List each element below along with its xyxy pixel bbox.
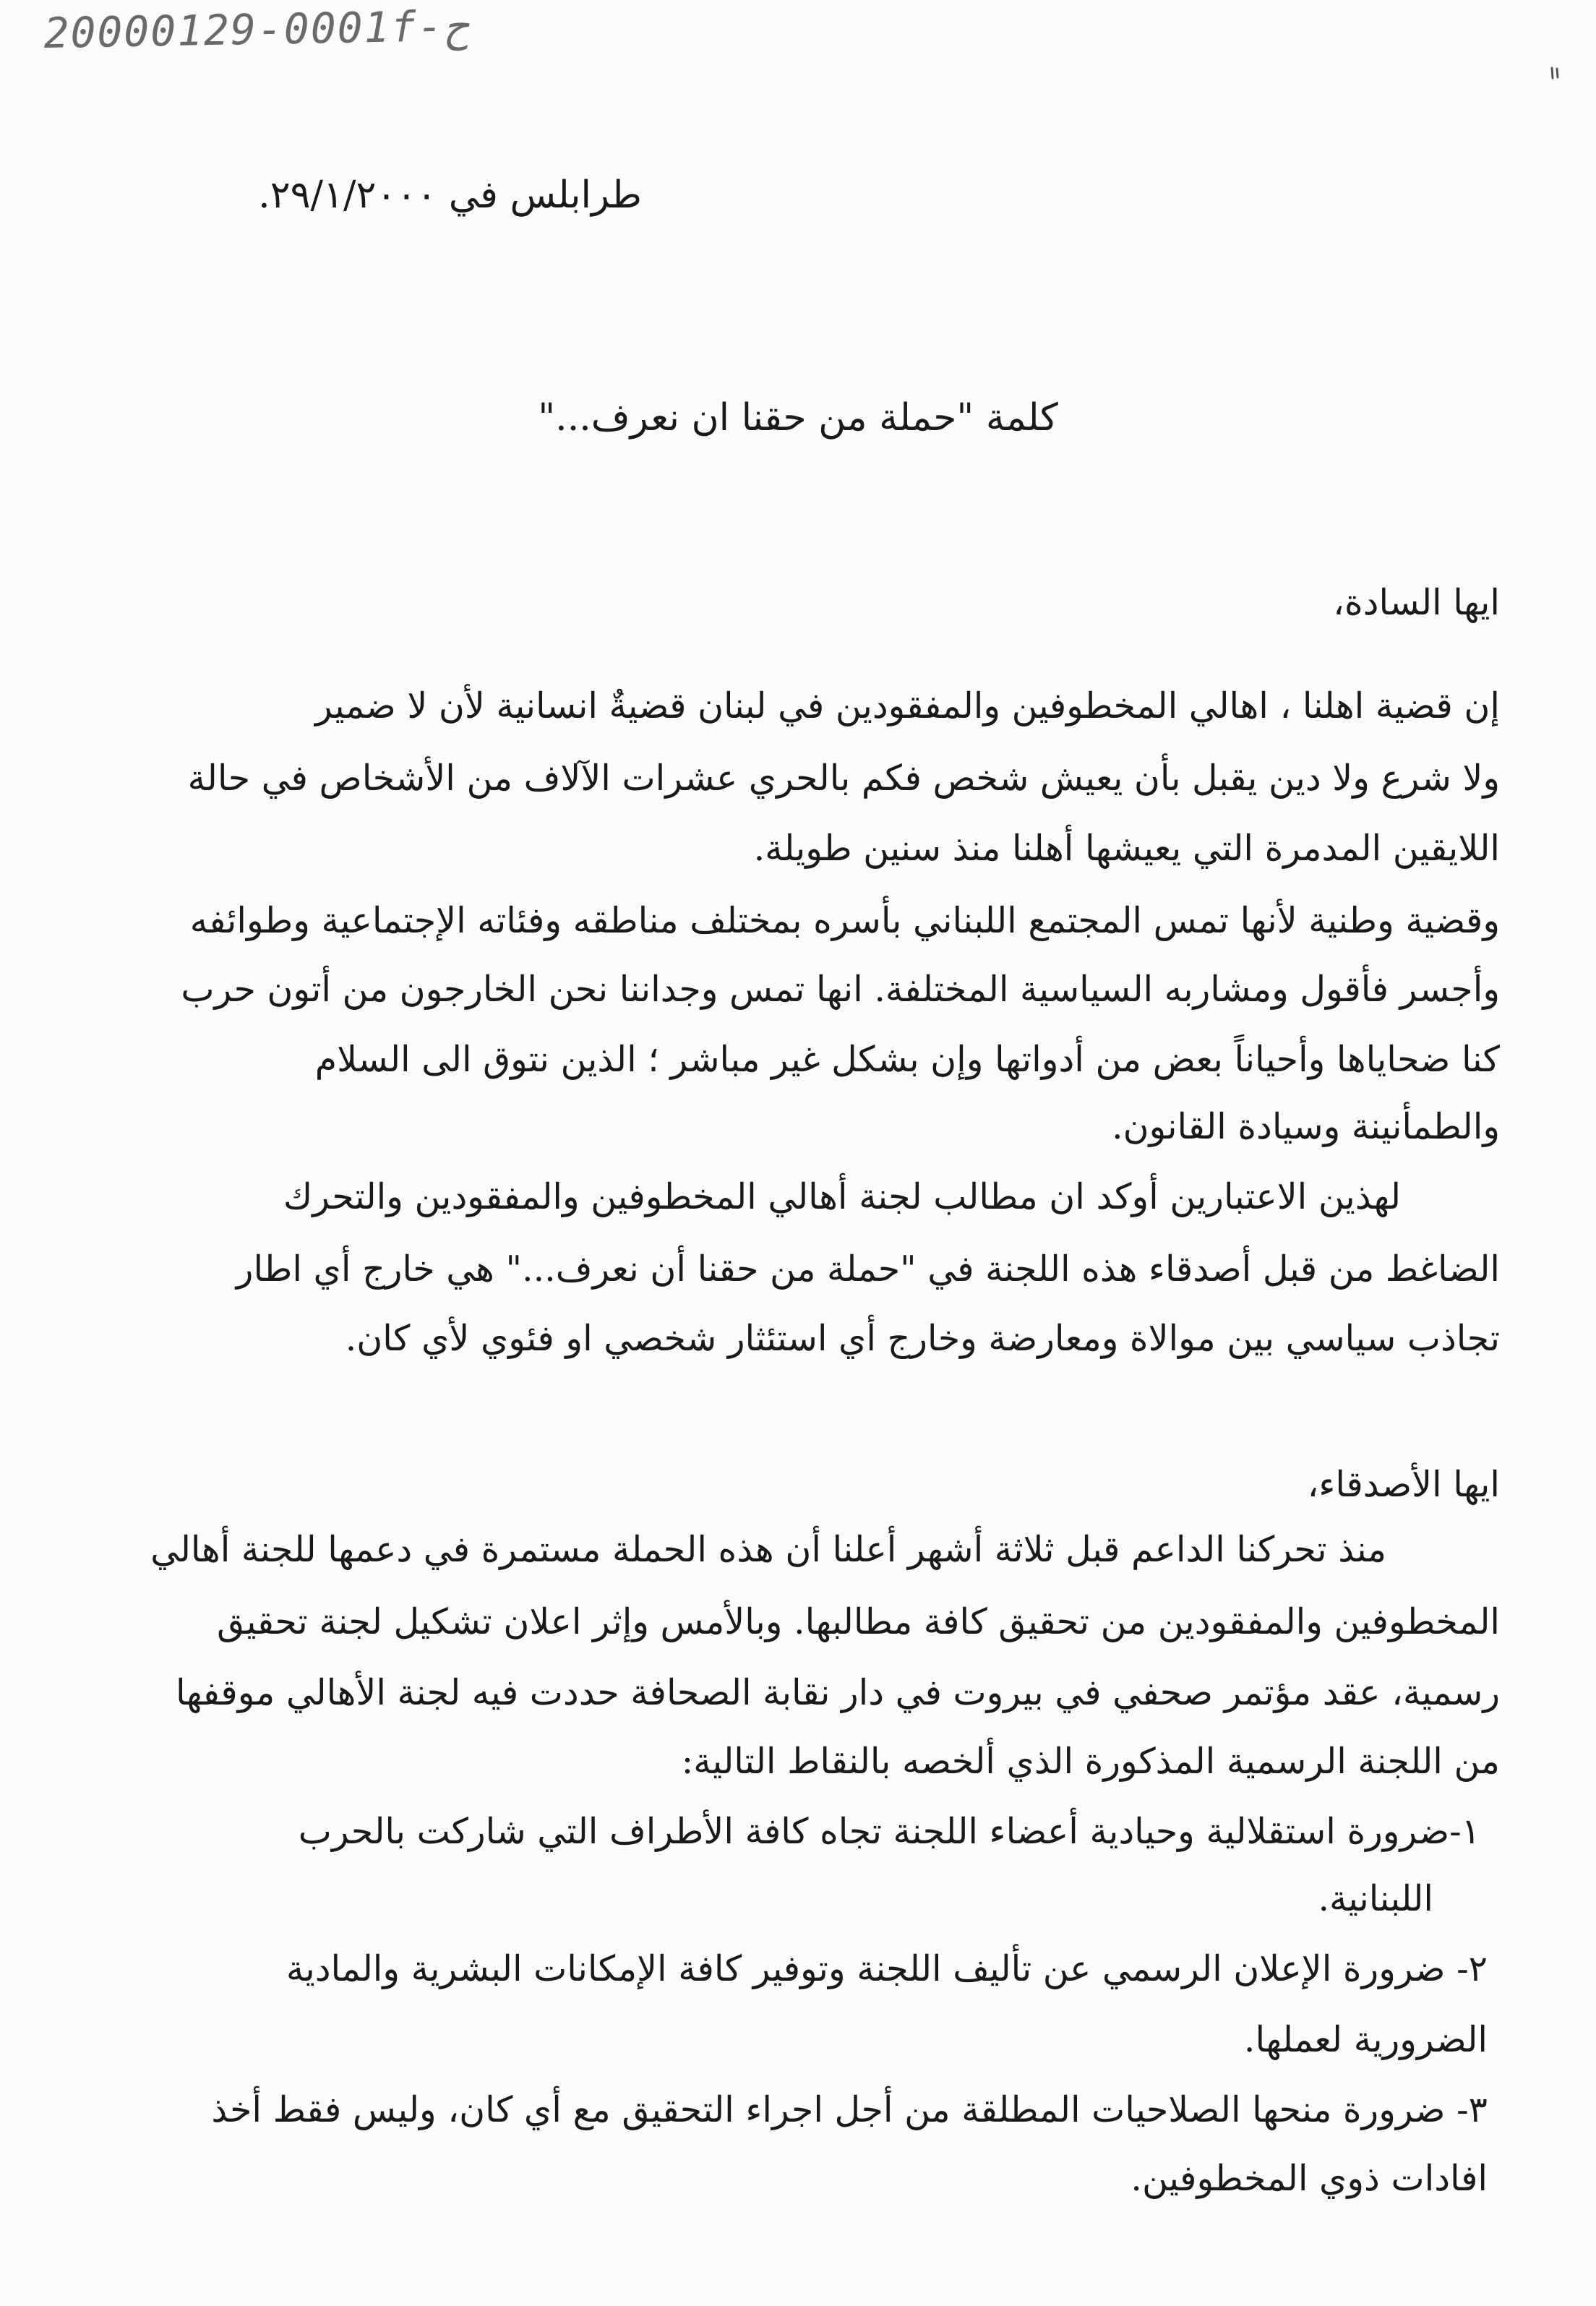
paragraph-line: كنا ضحاياها وأحياناً بعض من أدواتها وإن بشكل غير مباشر ؛ الذين نتوق الى السلام	[314, 1039, 1500, 1080]
pen-mark	[1550, 67, 1561, 80]
paragraph-line: لهذين الاعتبارين أوكد ان مطالب لجنة أهالي المخطوفين والمفقودين والتحرك	[283, 1176, 1401, 1217]
paragraph-line: تجاذب سياسي بين موالاة ومعارضة وخارج أي استئثار شخصي او فئوي لأي كان.	[345, 1318, 1500, 1359]
paragraph-line: المخطوفين والمفقودين من تحقيق كافة مطالبها. وبالأمس وإثر اعلان تشكيل لجنة تحقيق	[217, 1601, 1500, 1642]
paragraph-line: منذ تحركنا الداعم قبل ثلاثة أشهر أعلنا أن هذه الحملة مستمرة في دعمها للجنة أهالي	[150, 1529, 1386, 1570]
list-item: ٢- ضرورة الإعلان الرسمي عن تأليف اللجنة وتوفير كافة الإمكانات البشرية والمادية	[286, 1948, 1488, 1989]
paragraph-line: والطمأنينة وسيادة القانون.	[1112, 1106, 1500, 1147]
list-item-continuation: الضرورية لعملها.	[1243, 2019, 1488, 2060]
paragraph-line: رسمية، عقد مؤتمر صحفي في بيروت في دار نقابة الصحافة حددت فيه لجنة الأهالي موقفها	[175, 1672, 1500, 1713]
salutation-friends: ايها الأصدقاء،	[1307, 1464, 1500, 1505]
paragraph-line: إن قضية اهلنا ، اهالي المخطوفين والمفقودين في لبنان قضيةٌ انسانية لأن لا ضمير	[315, 685, 1500, 726]
paragraph-line: ولا شرع ولا دين يقبل بأن يعيش شخص فكم بالحري عشرات الآلاف من الأشخاص في حالة	[187, 758, 1500, 799]
salutation-gentlemen: ايها السادة،	[1333, 582, 1500, 623]
page-title: كلمة "حملة من حقنا ان نعرف..."	[538, 396, 1058, 440]
handwritten-reference-number: 20000129-0001f-ح	[43, 1, 470, 58]
place-date: طرابلس في ٢٩/١/٢٠٠٠.	[258, 173, 642, 217]
paragraph-line: اللايقين المدمرة التي يعيشها أهلنا منذ سنين طويلة.	[753, 828, 1500, 869]
list-item: ٣- ضرورة منحها الصلاحيات المطلقة من أجل اجراء التحقيق مع أي كان، وليس فقط أخذ	[211, 2089, 1488, 2130]
paragraph-line: وأجسر فأقول ومشاربه السياسية المختلفة. انها تمس وجداننا نحن الخارجون من أتون حرب	[181, 969, 1500, 1010]
paragraph-line: من اللجنة الرسمية المذكورة الذي ألخصه بالنقاط التالية:	[681, 1741, 1500, 1782]
list-item: ١-ضرورة استقلالية وحيادية أعضاء اللجنة تجاه كافة الأطراف التي شاركت بالحرب	[298, 1811, 1480, 1852]
paragraph-line: وقضية وطنية لأنها تمس المجتمع اللبناني بأسره بمختلف مناطقه وفئاته الإجتماعية وطوائفه	[189, 900, 1500, 941]
list-item-continuation: افادات ذوي المخطوفين.	[1130, 2158, 1488, 2199]
paragraph-line: الضاغط من قبل أصدقاء هذه اللجنة في "حملة من حقنا أن نعرف..." هي خارج أي اطار	[236, 1248, 1500, 1290]
list-item-continuation: اللبنانية.	[1318, 1878, 1433, 1919]
